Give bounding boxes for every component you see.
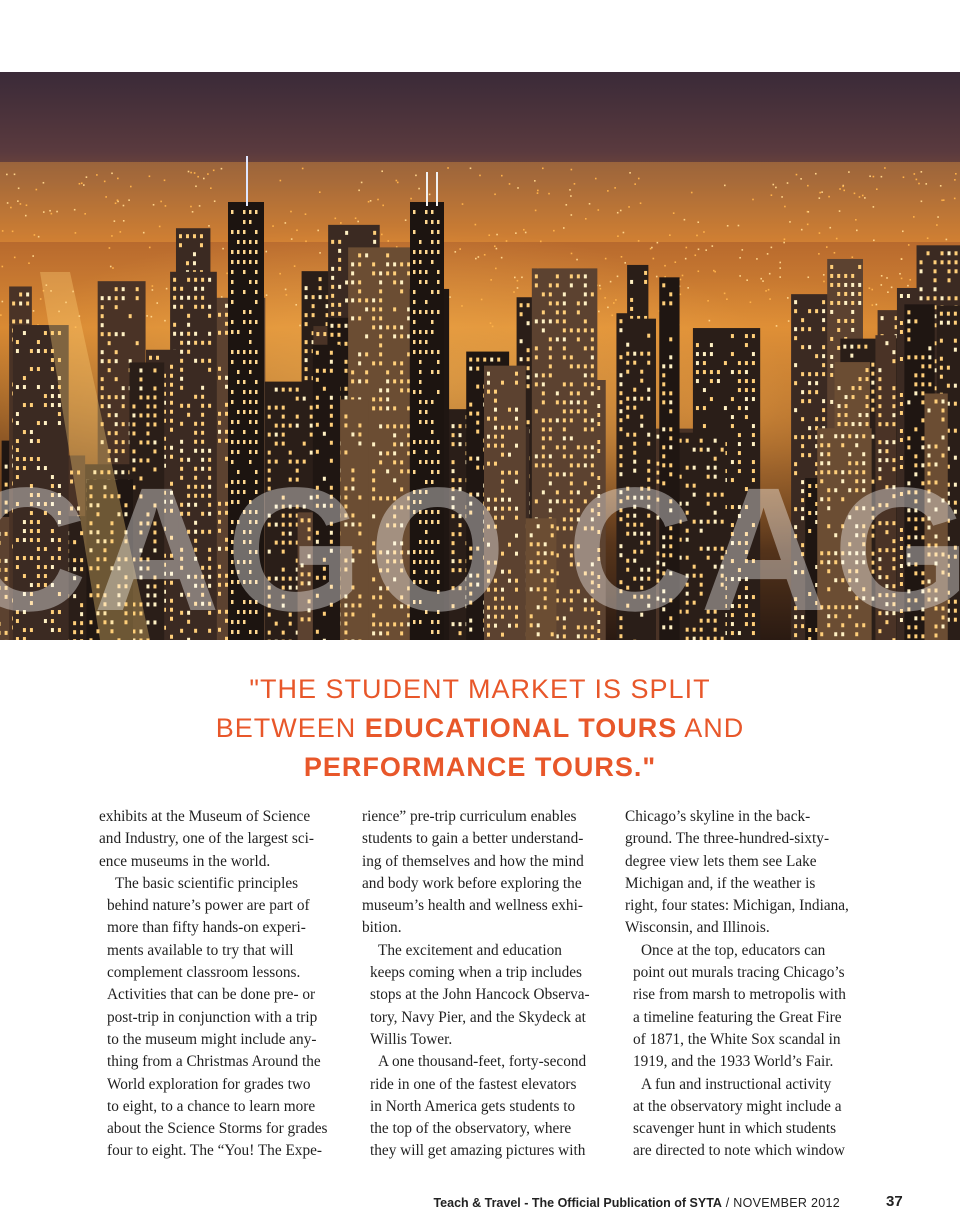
paragraph (625, 806, 877, 940)
article-column-3 (625, 806, 877, 1163)
text-line: to eight, to a chance to learn more (107, 1097, 316, 1115)
text-line: about the Science Storms for grades (107, 1120, 328, 1138)
paragraph (362, 806, 614, 940)
text-line: ments available to try that will (107, 941, 294, 959)
text-line: exhibits at the Museum of Science (99, 808, 311, 825)
article-column-2 (362, 806, 614, 1163)
text-line: museum’s health and wellness exhi- (362, 897, 583, 915)
text-line: keeps coming when a trip includes (370, 964, 582, 982)
pull-quote-line-2: BETWEEN EDUCATIONAL TOURS AND (215, 713, 745, 743)
article-column-1 (99, 806, 351, 1163)
text-line: point out murals tracing Chicago’s (633, 964, 845, 982)
text-line: degree view lets them see Lake (625, 852, 817, 870)
text-line: The excitement and education (378, 941, 562, 959)
text-line: they will get amazing pictures with (370, 1142, 586, 1160)
text-line: and body work before exploring the (362, 874, 582, 892)
text-line: students to gain a better understand- (362, 830, 584, 848)
text-line: Activities that can be done pre- or (107, 986, 316, 1004)
text-line: of 1871, the White Sox scandal in (633, 1030, 841, 1048)
text-line: at the observatory might include a (633, 1097, 842, 1115)
text-line: rise from marsh to metropolis with (633, 986, 846, 1004)
text-line: the top of the observatory, where (370, 1120, 572, 1138)
text-line: scavenger hunt in which students (633, 1120, 837, 1138)
text-line: ride in one of the fastest elevators (370, 1075, 577, 1093)
text-line: right, four states: Michigan, Indiana, (625, 897, 849, 915)
text-line: A fun and instructional activity (641, 1075, 832, 1093)
text-line: bition. (362, 919, 402, 937)
page-number: 37 (886, 1193, 903, 1210)
pull-quote (120, 670, 840, 787)
text-line: more than fifty hands-on experi- (107, 919, 306, 937)
text-line: ence museums in the world. (99, 852, 271, 870)
publication-credit: Teach & Travel - The Official Publication of SYTA / NOVEMBER 2012 (433, 1196, 840, 1210)
text-line: and Industry, one of the largest sci- (99, 830, 314, 848)
text-line: thing from a Christmas Around the (107, 1053, 321, 1071)
paragraph (99, 873, 351, 1163)
page-footer (0, 1193, 960, 1213)
text-line: Chicago’s skyline in the back- (625, 808, 811, 825)
text-line: Michigan and, if the weather is (625, 874, 816, 892)
pull-quote-emphasis-2: PERFORMANCE TOURS." (303, 752, 657, 782)
text-line: Wisconsin, and Illinois. (625, 919, 770, 937)
text-line: four to eight. The “You! The Expe- (107, 1142, 322, 1160)
issue-date: NOVEMBER 2012 (733, 1196, 840, 1210)
text-line: behind nature’s power are part of (107, 897, 310, 915)
text-line: stops at the John Hancock Observa- (370, 986, 590, 1004)
pull-quote-line-1: "THE STUDENT MARKET IS SPLIT (249, 674, 711, 704)
text-line: complement classroom lessons. (107, 964, 301, 982)
text-line: in North America gets students to (370, 1097, 576, 1115)
paragraph (625, 1074, 877, 1163)
paragraph (99, 806, 351, 873)
text-line: to the museum might include any- (107, 1030, 317, 1048)
text-line: post-trip in conjunction with a trip (107, 1008, 318, 1026)
text-line: ground. The three-hundred-sixty- (625, 830, 830, 848)
paragraph (625, 940, 877, 1074)
text-line: a timeline featuring the Great Fire (633, 1008, 842, 1026)
pull-quote-line-3 (120, 748, 840, 787)
text-line: ing of themselves and how the mind (362, 852, 584, 870)
paragraph (362, 940, 614, 1051)
city-name-watermark: CAGO CAG (0, 452, 960, 640)
text-line: The basic scientific principles (115, 874, 299, 892)
text-line: rience” pre-trip curriculum enables (362, 808, 577, 825)
text-line: Once at the top, educators can (641, 941, 826, 959)
text-line: World exploration for grades two (107, 1075, 311, 1093)
text-line: are directed to note which window (633, 1142, 845, 1160)
text-line: Willis Tower. (370, 1030, 453, 1048)
text-line: A one thousand-feet, forty-second (378, 1053, 587, 1071)
text-line: tory, Navy Pier, and the Skydeck at (370, 1008, 586, 1026)
hero-photo (0, 72, 960, 640)
pull-quote-emphasis-1: EDUCATIONAL TOURS (364, 713, 678, 743)
text-line: 1919, and the 1933 World’s Fair. (633, 1053, 834, 1071)
paragraph (362, 1051, 614, 1162)
